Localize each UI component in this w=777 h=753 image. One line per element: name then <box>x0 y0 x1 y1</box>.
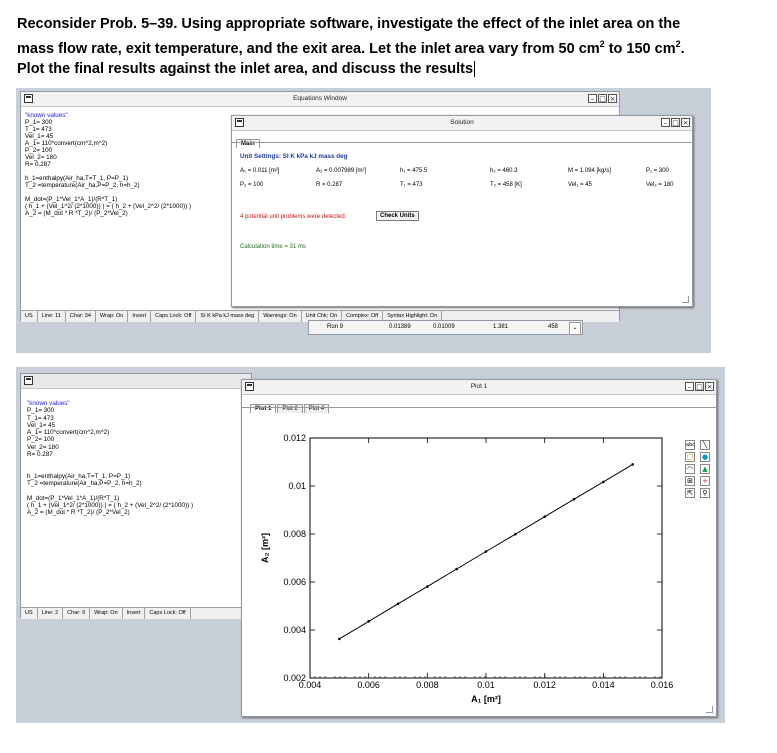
maximize-icon[interactable]: □ <box>599 95 606 103</box>
maximize-icon[interactable]: □ <box>672 119 679 127</box>
text-tool-icon[interactable]: abc <box>686 442 695 448</box>
close-icon[interactable]: × <box>609 95 616 103</box>
crosshair-tool-icon[interactable]: + <box>700 476 710 486</box>
tab-plot-4[interactable]: Plot 4 <box>304 404 329 413</box>
table-cell[interactable]: 1.381 <box>493 324 509 330</box>
result-p2: P₂ = 100 <box>240 182 264 188</box>
problem-line-2: mass flow rate, exit temperature, and the exit area. Let the inlet area vary from 50 $cm^2$ to 150 $cm^2$. <box>17 39 685 57</box>
table-cell[interactable]: 458 <box>548 324 559 330</box>
data-point <box>485 550 488 553</box>
plot-toolbar <box>684 440 716 510</box>
code-line: A_1= 110*convert(cm^2,m^2) <box>27 429 110 437</box>
app-icon <box>24 376 33 385</box>
status-field: US <box>21 311 38 322</box>
y-tick-label: 0.01 <box>288 481 306 491</box>
y-tick-label: 0.002 <box>283 673 306 683</box>
resize-grip-icon[interactable] <box>682 296 689 303</box>
status-field: Caps Lock: Off <box>151 311 196 322</box>
data-point <box>397 603 400 606</box>
code-line: ( h_1 + (Vel_1^2/ (2*1000)) ) = ( h_2 + (Vel_2^2/ (2*1000)) ) <box>25 203 192 210</box>
code-line: h_1=enthalpy(Air_ha,T=T_1, P=P_1) <box>25 175 129 182</box>
equations-editor[interactable] <box>25 112 191 217</box>
result-a2: A₂ = 0.007989 [m²] <box>316 168 367 174</box>
result-a1: A₁ = 0.011 [m²] <box>240 168 280 174</box>
result-h1: h₁ = 475.5 <box>400 168 428 174</box>
line-tool-icon[interactable]: ╲ <box>700 440 710 450</box>
code-line: Vel_2= 180 <box>25 154 57 161</box>
code-line: M_dot=(P_1*Vel_1*A_1)/(R*T_1) <box>27 494 120 502</box>
plot-titlebar[interactable] <box>242 380 716 395</box>
code-line <box>25 189 191 196</box>
y-tick-label: 0.012 <box>283 433 306 443</box>
data-point <box>455 568 458 571</box>
result-vel2: Vel₂ = 180 <box>646 182 674 188</box>
app-icon <box>235 118 244 127</box>
code-line <box>27 458 193 465</box>
arc-tool-icon[interactable]: ◠ <box>686 465 694 473</box>
check-units-button[interactable]: Check Units <box>376 211 419 221</box>
code-line: T_2 =temperature(Air_ha,P=P_2, h=h_2) <box>27 480 142 488</box>
table-cell[interactable]: 0.01389 <box>389 324 411 330</box>
status-field: Complex: Off <box>342 311 383 322</box>
status-field: Unit Chk: On <box>302 311 342 322</box>
code-line: P_2= 100 <box>27 436 55 444</box>
code-line: "known values" <box>27 400 70 407</box>
close-icon[interactable]: × <box>706 383 713 391</box>
problem-line-3: Plot the final results against the inlet area, and discuss the results <box>17 60 474 77</box>
app-icon <box>245 382 254 391</box>
status-field: Char: 9 <box>63 608 90 619</box>
result-t2: T₂ = 458 [K] <box>490 182 522 188</box>
table-cell[interactable]: 0.01009 <box>433 324 455 330</box>
code-line: P_1= 300 <box>27 407 55 415</box>
upper-screenshot <box>16 88 711 353</box>
data-point <box>631 463 634 466</box>
lower-screenshot <box>16 367 725 723</box>
status-field: US <box>21 608 38 619</box>
minimize-icon[interactable]: – <box>588 94 597 103</box>
code-line: T_2 =temperature(Air_ha,P=P_2, h=h_2) <box>25 182 140 189</box>
x-axis-label: A₁ [m²] <box>471 694 501 704</box>
plot-title: Plot 1 <box>470 383 488 390</box>
y-tick-label: 0.006 <box>283 577 306 587</box>
equations-titlebar[interactable] <box>21 92 619 107</box>
plot-canvas[interactable] <box>242 408 718 718</box>
x-tick-label: 0.016 <box>650 680 674 690</box>
result-t1: T₁ = 473 <box>400 182 423 188</box>
move-tool-icon[interactable]: ⇱ <box>685 488 695 498</box>
zoom-tool-icon[interactable]: ⚲ <box>700 488 710 498</box>
y-tick-label: 0.004 <box>283 625 306 635</box>
x-tick-label: 0.012 <box>533 680 556 690</box>
result-p1: P₁ = 300 <box>646 168 669 174</box>
tab-plot-1[interactable]: Plot 1 <box>250 404 276 413</box>
code-line: A_1= 110*convert(cm^2,m^2) <box>25 140 108 147</box>
code-line: R= 0.287 <box>27 451 53 459</box>
code-line: Vel_2= 180 <box>27 443 59 451</box>
x-tick-label: 0.004 <box>298 680 322 690</box>
status-field: Line: 2 <box>38 608 64 619</box>
unit-settings-label: Unit Settings: SI K kPa kJ mass deg <box>240 153 348 160</box>
equations-editor-2[interactable] <box>27 400 193 517</box>
status-field: Caps Lock: Off <box>145 608 190 619</box>
code-line <box>27 466 193 473</box>
maximize-icon[interactable]: □ <box>696 383 703 391</box>
equations-title: Equations Window <box>293 95 347 102</box>
parametric-table-strip[interactable] <box>308 320 583 335</box>
equations-status-bar-2 <box>21 607 251 619</box>
result-mdot: M = 1.094 [kg/s] <box>568 168 611 174</box>
data-point <box>426 585 429 588</box>
code-line: Vel_1= 45 <box>27 421 56 429</box>
close-icon[interactable]: × <box>682 119 689 127</box>
code-line: A_2 = (M_dot * R *T_2)/ (P_2*Vel_2) <box>25 210 128 217</box>
solution-titlebar[interactable] <box>232 116 692 131</box>
equations-window-2[interactable] <box>20 373 252 618</box>
resize-grip-icon[interactable] <box>706 706 713 713</box>
status-field: Warnings: On <box>259 311 301 322</box>
result-r: R = 0.287 <box>316 182 343 188</box>
tab-main[interactable]: Main <box>236 139 260 148</box>
code-line <box>25 168 191 175</box>
code-line: T_1= 473 <box>27 414 54 422</box>
status-field: Wrap: On <box>90 608 122 619</box>
grid-tool-icon[interactable]: ⊞ <box>685 476 695 486</box>
data-point <box>514 533 517 536</box>
rectangle-tool-icon[interactable]: □ <box>686 453 694 461</box>
data-point <box>367 620 370 623</box>
status-field: Insert <box>123 608 146 619</box>
status-field: Char: 34 <box>66 311 96 322</box>
data-point <box>602 481 605 484</box>
status-field: SI K kPa kJ mass deg <box>196 311 259 322</box>
chevron-down-icon[interactable]: ⌄ <box>569 322 581 335</box>
run-label: Run 9 <box>327 324 344 330</box>
tab-plot-2[interactable]: Plot 2 <box>277 404 302 413</box>
y-tick-label: 0.008 <box>283 529 306 539</box>
solution-window[interactable] <box>231 115 693 307</box>
plot-frame <box>310 438 662 678</box>
status-field: Wrap: On <box>96 311 128 322</box>
plot-window[interactable] <box>241 379 717 717</box>
x-tick-label: 0.006 <box>357 680 380 690</box>
result-vel1: Vel₁ = 45 <box>568 182 592 188</box>
code-line: P_1= 300 <box>25 119 53 126</box>
calc-time-text: Calculation time = 31 ms <box>240 244 306 250</box>
circle-tool-icon[interactable]: ● <box>701 453 709 461</box>
code-line: R= 0.287 <box>25 161 51 168</box>
code-line: T_1= 473 <box>25 126 52 133</box>
status-field: Syntax Highlight: On <box>383 311 442 322</box>
data-point <box>543 515 546 518</box>
code-line: h_1=enthalpy(Air_ha,T=T_1, P=P_1) <box>27 472 131 480</box>
x-tick-label: 0.008 <box>416 680 439 690</box>
code-line: ( h_1 + (Vel_1^2/ (2*1000)) ) = ( h_2 + (Vel_2^2/ (2*1000)) ) <box>27 502 194 510</box>
code-line: A_2 = (M_dot * R *T_2)/ (P_2*Vel_2) <box>27 509 130 517</box>
equations-titlebar-2[interactable] <box>21 374 251 389</box>
minimize-icon[interactable]: – <box>685 382 694 391</box>
problem-line-1: Reconsider Prob. 5–39. Using appropriate software, investigate the effect of the inlet area on the <box>17 16 681 32</box>
y-axis-label: A₂ [m²] <box>260 533 270 563</box>
code-line: Vel_1= 45 <box>25 133 54 140</box>
code-line: "known values" <box>25 112 68 119</box>
data-point <box>573 498 576 501</box>
status-field: Line: 11 <box>38 311 66 322</box>
status-field: Insert <box>128 311 151 322</box>
triangle-tool-icon[interactable]: ▲ <box>700 464 710 474</box>
minimize-icon[interactable]: – <box>661 118 670 127</box>
data-point <box>338 638 341 641</box>
result-h2: h₂ = 460.3 <box>490 168 518 174</box>
x-tick-label: 0.014 <box>592 680 615 690</box>
code-line <box>27 488 193 495</box>
unit-warning-text: 4 potential unit problems were detected. <box>240 214 347 220</box>
x-tick-label: 0.01 <box>477 680 495 690</box>
problem-statement <box>17 14 757 79</box>
solution-title: Solution <box>450 119 474 126</box>
code-line: P_2= 100 <box>25 147 53 154</box>
code-line: M_dot=(P_1*Vel_1*A_1)/(R*T_1) <box>25 196 118 203</box>
app-icon <box>24 94 33 103</box>
